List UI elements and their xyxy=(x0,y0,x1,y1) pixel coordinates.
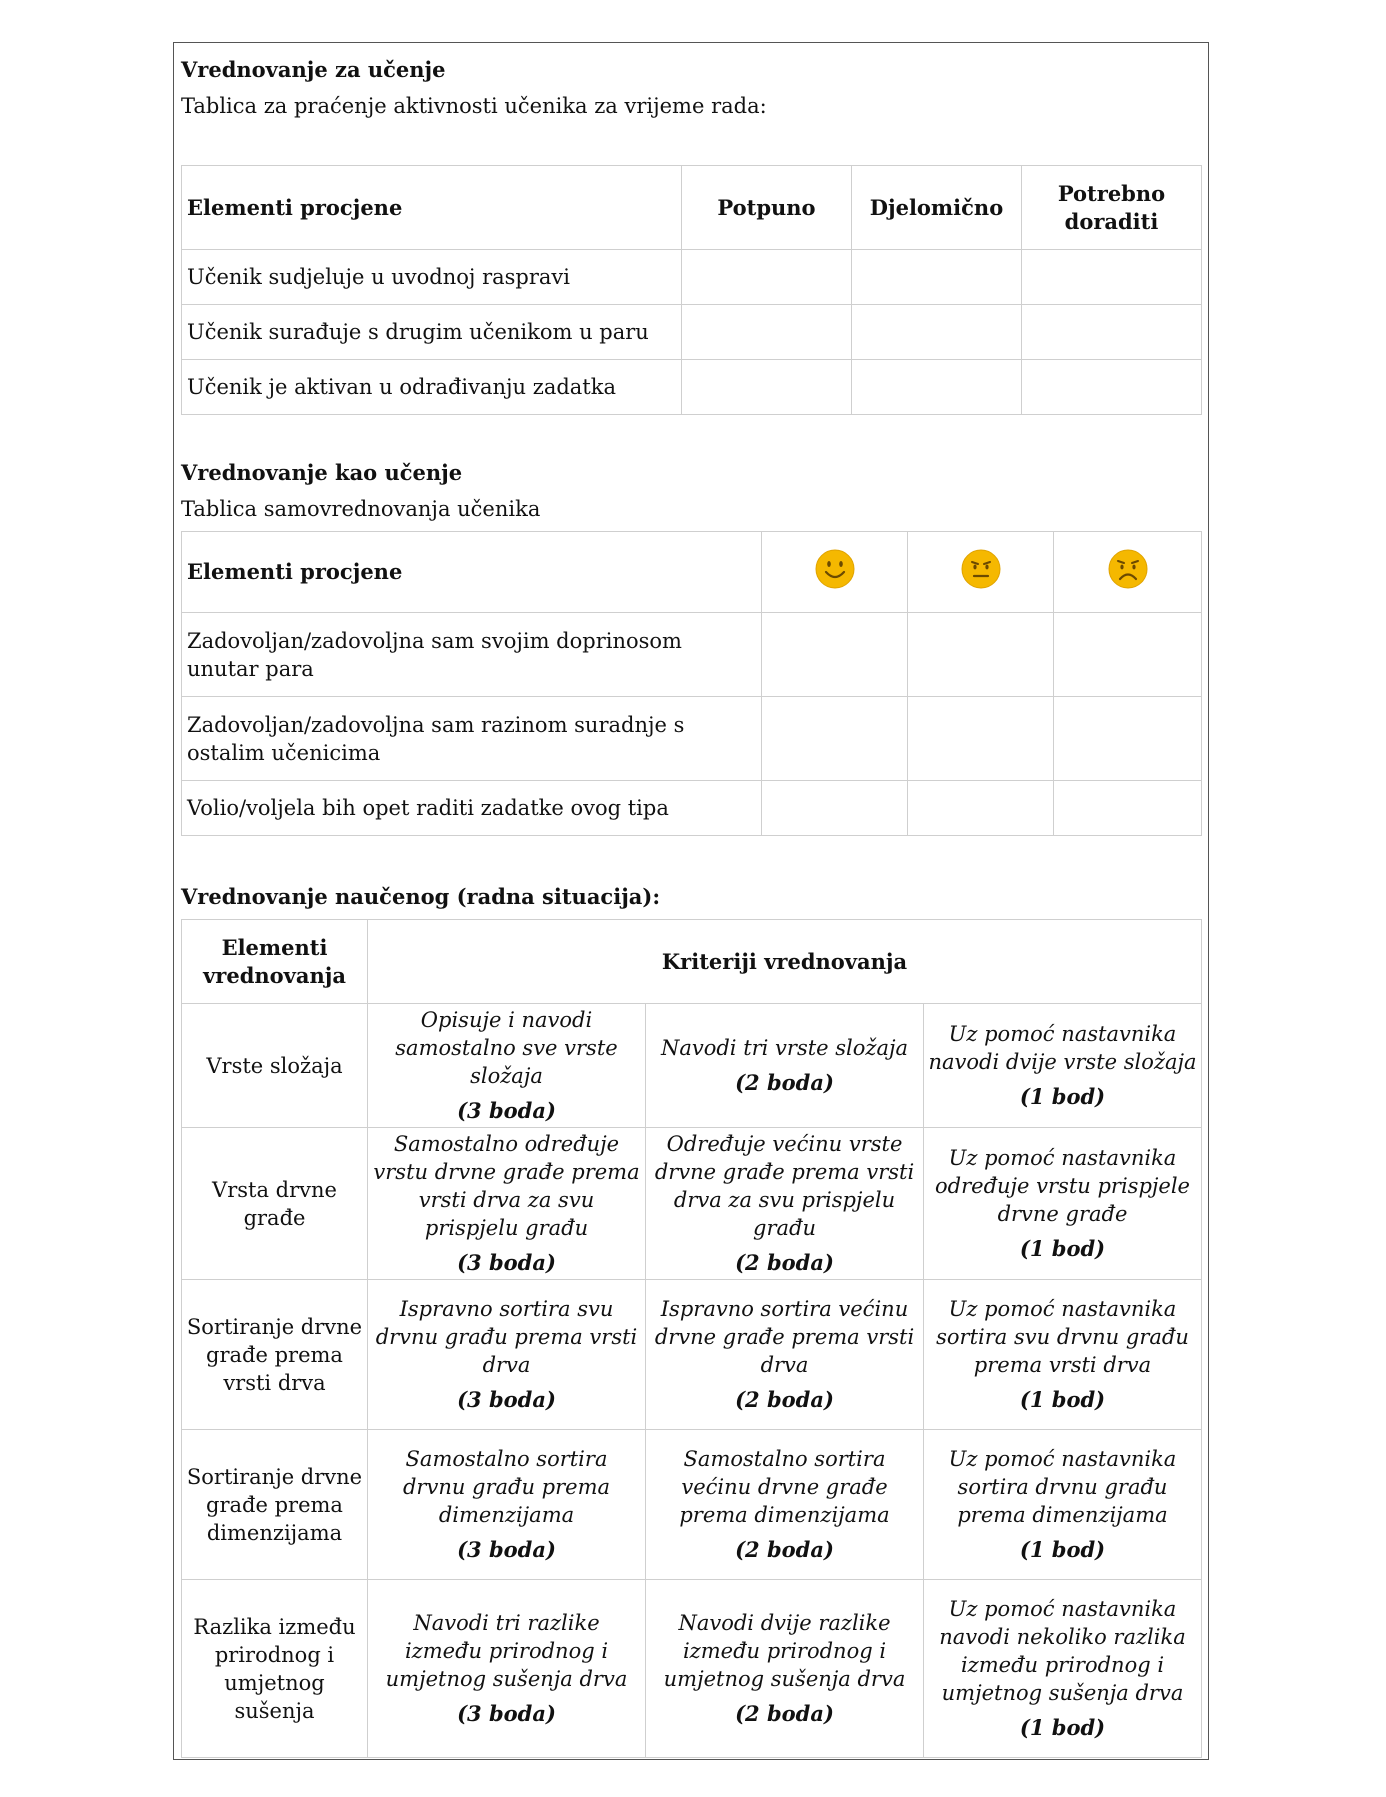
frowning-face-icon xyxy=(1108,549,1148,596)
criterion-points: (1 bod) xyxy=(1019,1387,1106,1412)
section2-subtitle: Tablica samovrednovanja učenika xyxy=(181,497,541,521)
criterion-cell xyxy=(646,1430,924,1580)
header-djelomicno: Djelomično xyxy=(852,166,1022,250)
criterion-cell xyxy=(924,1004,1202,1128)
criterion-cell xyxy=(368,1430,646,1580)
criterion-text: Određuje većinu vrste drvne građe prema vrsti drva za svu prispjelu građu xyxy=(654,1132,915,1240)
criterion-cell xyxy=(924,1128,1202,1280)
header-neutral xyxy=(908,532,1054,613)
criterion-text: Opisuje i navodi samostalno sve vrste složaja xyxy=(395,1008,618,1088)
element-label: Vrsta drvne građe xyxy=(182,1128,368,1280)
criterion-text: Ispravno sortira većinu drvne građe prema vrsti drva xyxy=(654,1297,915,1377)
header-elementi-vrednovanja: Elementi vrednovanja xyxy=(182,920,368,1004)
criterion-points: (3 boda) xyxy=(457,1537,556,1562)
table-cell[interactable] xyxy=(1022,305,1202,360)
criterion-cell xyxy=(924,1580,1202,1758)
smiling-face-icon xyxy=(815,549,855,596)
table-cell[interactable] xyxy=(762,613,908,697)
criterion-cell xyxy=(368,1004,646,1128)
criterion-text: Uz pomoć nastavnika navodi dvije vrste složaja xyxy=(928,1022,1197,1074)
criterion-text: Samostalno određuje vrstu drvne građe prema vrsti drva za svu prispjelu građu xyxy=(373,1132,640,1240)
table-cell[interactable] xyxy=(908,613,1054,697)
criterion-cell xyxy=(368,1580,646,1758)
header-frowning xyxy=(1054,532,1202,613)
criterion-cell xyxy=(646,1280,924,1430)
evaluation-criteria-table xyxy=(181,919,1202,1758)
criterion-cell xyxy=(368,1128,646,1280)
table-cell[interactable] xyxy=(762,781,908,836)
criterion-points: (2 boda) xyxy=(735,1070,834,1095)
table-row-label: Učenik sudjeluje u uvodnoj raspravi xyxy=(182,250,682,305)
table-cell[interactable] xyxy=(908,781,1054,836)
criterion-points: (3 boda) xyxy=(457,1250,556,1275)
header-kriteriji-vrednovanja: Kriteriji vrednovanja xyxy=(368,920,1202,1004)
criterion-points: (3 boda) xyxy=(457,1098,556,1123)
criterion-points: (2 boda) xyxy=(735,1250,834,1275)
header-smiling xyxy=(762,532,908,613)
criterion-text: Navodi dvije razlike između prirodnog i umjetnog sušenja drva xyxy=(663,1611,906,1691)
self-assessment-table xyxy=(181,531,1202,836)
element-label: Razlika između prirodnog i umjetnog sušenja xyxy=(182,1580,368,1758)
table-cell[interactable] xyxy=(762,697,908,781)
table-cell[interactable] xyxy=(1054,613,1202,697)
section2-heading: Vrednovanje kao učenje xyxy=(181,460,463,485)
section1-heading: Vrednovanje za učenje xyxy=(181,57,446,82)
criterion-text: Ispravno sortira svu drvnu građu prema vrsti drva xyxy=(375,1297,638,1377)
table-row-label: Učenik surađuje s drugim učenikom u paru xyxy=(182,305,682,360)
criterion-points: (2 boda) xyxy=(735,1387,834,1412)
neutral-face-icon xyxy=(961,549,1001,596)
table-cell[interactable] xyxy=(852,360,1022,415)
table-row-label: Zadovoljan/zadovoljna sam razinom suradnje s ostalim učenicima xyxy=(182,697,762,781)
header-elementi-procjene: Elementi procjene xyxy=(182,166,682,250)
criterion-cell xyxy=(646,1580,924,1758)
table-cell[interactable] xyxy=(1022,250,1202,305)
activity-tracking-table xyxy=(181,165,1202,415)
section3-heading: Vrednovanje naučenog (radna situacija): xyxy=(181,884,661,909)
criterion-cell xyxy=(924,1430,1202,1580)
table-cell[interactable] xyxy=(682,250,852,305)
header-potrebno-doraditi: Potrebno doraditi xyxy=(1022,166,1202,250)
criterion-text: Samostalno sortira drvnu građu prema dimenzijama xyxy=(402,1447,611,1527)
criterion-cell xyxy=(924,1280,1202,1430)
header-elementi-procjene: Elementi procjene xyxy=(182,532,762,613)
section1-subtitle: Tablica za praćenje aktivnosti učenika za vrijeme rada: xyxy=(181,94,767,118)
criterion-points: (1 bod) xyxy=(1019,1537,1106,1562)
table-cell[interactable] xyxy=(1054,781,1202,836)
table-row-label: Zadovoljan/zadovoljna sam svojim doprinosom unutar para xyxy=(182,613,762,697)
table-cell[interactable] xyxy=(682,360,852,415)
criterion-text: Uz pomoć nastavnika sortira drvnu građu prema dimenzijama xyxy=(948,1447,1177,1527)
document-frame xyxy=(173,42,1209,1760)
criterion-cell xyxy=(646,1128,924,1280)
table-cell[interactable] xyxy=(852,305,1022,360)
element-label: Sortiranje drvne građe prema vrsti drva xyxy=(182,1280,368,1430)
table-cell[interactable] xyxy=(682,305,852,360)
table-row-label: Učenik je aktivan u odrađivanju zadatka xyxy=(182,360,682,415)
element-label: Vrste složaja xyxy=(182,1004,368,1128)
criterion-points: (3 boda) xyxy=(457,1387,556,1412)
criterion-points: (2 boda) xyxy=(735,1701,834,1726)
criterion-text: Navodi tri razlike između prirodnog i umjetnog sušenja drva xyxy=(385,1611,628,1691)
criterion-text: Uz pomoć nastavnika sortira svu drvnu građu prema vrsti drva xyxy=(936,1297,1189,1377)
criterion-points: (1 bod) xyxy=(1019,1236,1106,1261)
criterion-cell xyxy=(646,1004,924,1128)
criterion-cell xyxy=(368,1280,646,1430)
table-cell[interactable] xyxy=(1054,697,1202,781)
criterion-points: (2 boda) xyxy=(735,1537,834,1562)
table-cell[interactable] xyxy=(852,250,1022,305)
criterion-text: Navodi tri vrste složaja xyxy=(660,1036,909,1060)
criterion-text: Uz pomoć nastavnika navodi nekoliko razlika između prirodnog i umjetnog sušenja drva xyxy=(939,1597,1186,1705)
criterion-points: (1 bod) xyxy=(1019,1084,1106,1109)
criterion-points: (3 boda) xyxy=(457,1701,556,1726)
criterion-points: (1 bod) xyxy=(1019,1715,1106,1740)
criterion-text: Uz pomoć nastavnika određuje vrstu prispjele drvne građe xyxy=(935,1146,1190,1226)
table-cell[interactable] xyxy=(908,697,1054,781)
header-potpuno: Potpuno xyxy=(682,166,852,250)
criterion-text: Samostalno sortira većinu drvne građe prema dimenzijama xyxy=(679,1447,890,1527)
table-cell[interactable] xyxy=(1022,360,1202,415)
table-row-label: Volio/voljela bih opet raditi zadatke ovog tipa xyxy=(182,781,762,836)
element-label: Sortiranje drvne građe prema dimenzijama xyxy=(182,1430,368,1580)
